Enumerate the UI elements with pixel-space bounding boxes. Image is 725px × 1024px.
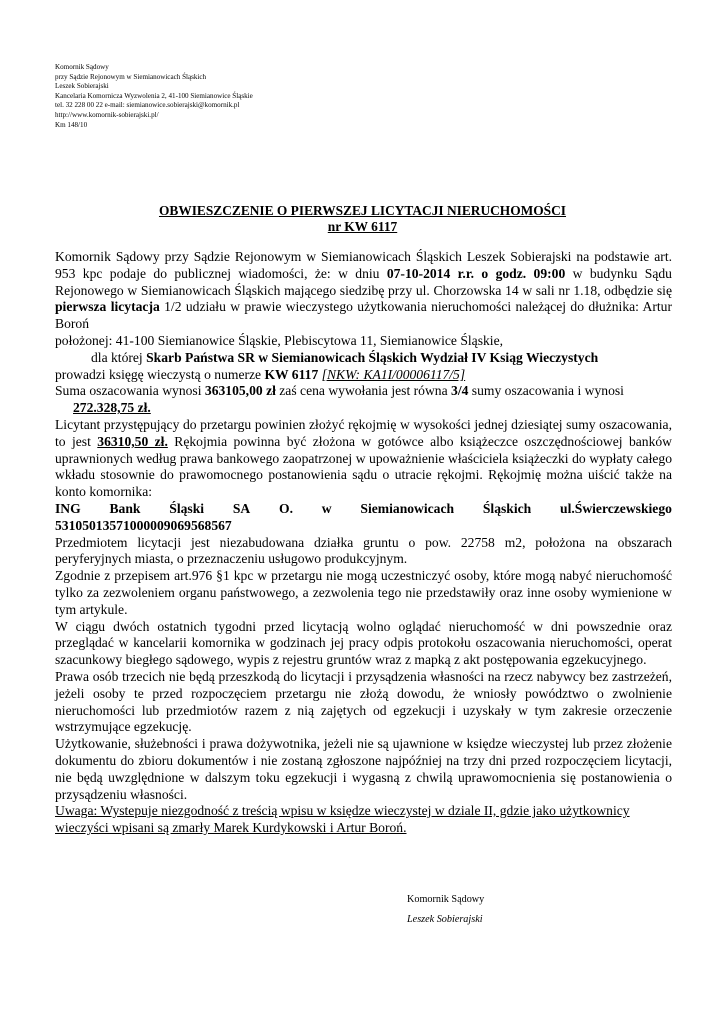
bank-word: ul.Świerczewskiego xyxy=(560,500,672,516)
registry-pre2: prowadzi księgę wieczystą o numerze xyxy=(55,366,265,382)
deposit-paragraph xyxy=(55,417,672,501)
bank-name-line xyxy=(55,501,672,518)
usage-rights-paragraph: Użytkowanie, służebności i prawa dożywotnika, jeżeli nie są ujawnione w księdze wieczystej lub przez złożenie dokumentu do zbioru dokumentów i nie zostaną zgłoszone najpóźniej na trzy dni przed rozpoczęciem licytacji, nie będą uwzględnione w dalszym toku egzekucji i wygasną z chwilą uprawomocnienia się postanowienia o przysądzeniu własności. xyxy=(55,736,672,802)
valuation-text-3: sumy oszacowania i wynosi xyxy=(468,383,624,399)
notice-body xyxy=(55,249,672,837)
bank-word: w xyxy=(321,500,332,516)
signature-role: Komornik Sądowy xyxy=(407,894,485,905)
bank-word: Śląski xyxy=(169,500,205,516)
kw-number: KW 6117 xyxy=(264,366,319,382)
signature-name: Leszek Sobierajski xyxy=(407,914,483,925)
valuation-text: Suma oszacowania wynosi xyxy=(55,383,205,399)
intro-text: Komornik Sądowy przy Sądzie Rejonowym w Siemianowicach Śląskich Leszek Sobierajski na podstawie art. 953 kpc podaje do publicznej wiadomości, że: w dniu xyxy=(55,249,672,281)
starting-price-line xyxy=(55,400,672,417)
bank-account-number: 53105013571000009069568567 xyxy=(55,517,232,533)
subject-paragraph: Przedmiotem licytacji jest niezabudowana działka gruntu o pow. 22758 m2, położona na obszarach peryferyjnych miasta, o przeznaczeniu usługowo produkcyjnym. xyxy=(55,534,672,567)
intro-text-2: w budynku Sądu Rejonowego w Siemianowicach Śląskich mającego siedzibę przy ul. Chorzowska 14 w sali nr 1.18, odbędzie się xyxy=(55,265,672,298)
valuation-line xyxy=(55,383,672,400)
bank-word: SA xyxy=(232,500,251,516)
intro-paragraph xyxy=(55,249,672,333)
header-line: Km 148/10 xyxy=(55,120,88,129)
nkw-number: [NKW: KA1I/00006117/5] xyxy=(321,366,466,382)
bailiff-header xyxy=(55,63,253,130)
bank-word: O. xyxy=(279,500,293,516)
intro-text-3: 1/2 udziału w prawie wieczystego użytkowania nieruchomości należącej do dłużnika: Artur Boroń xyxy=(55,299,672,332)
deposit-text-2: Rękojmia powinna być złożona w gotówce albo książeczce oszczędnościowej banków uprawnionych według prawa bankowego zaopatrzonej w upoważnienie właściciela książeczki do wypłaty całego wkładu stosownie do prawomocnego postanowienia sądu o utracie rękojmi. Rękojmię można uiścić także na konto komornika: xyxy=(55,433,672,500)
valuation-text-2: zaś cena wywołania jest równa xyxy=(275,383,452,399)
header-line: Leszek Sobierajski xyxy=(55,82,109,91)
art976-paragraph: Zgodnie z przepisem art.976 §1 kpc w przetargu nie mogą uczestniczyć osoby, które mogą nabyć nieruchomość tylko za zezwoleniem organu państwowego, a zezwolenia tego nie przedstawiły oraz inne osoby wymienione w tym artykule. xyxy=(55,568,672,617)
deposit-text: Licytant przystępujący do przetargu powinien złożyć rękojmię w wysokości jednej dziesiątej sumy oszacowania, to jest xyxy=(55,416,672,449)
header-line: tel. 32 228 00 22 e-mail: siemianowice.sobierajski@komornik.pl xyxy=(55,101,240,110)
deposit-amount: 36310,50 zł. xyxy=(97,433,168,449)
auction-type: pierwsza licytacja xyxy=(55,299,160,315)
notice-title: OBWIESZCZENIE O PIERWSZEJ LICYTACJI NIERUCHOMOŚCI xyxy=(158,203,567,218)
registry-court: Skarb Państwa SR w Siemianowicach Śląskich Wydział IV Ksiąg Wieczystych xyxy=(146,349,599,365)
header-line: http://www.komornik-sobierajski.pl/ xyxy=(55,110,159,119)
starting-price: 272.328,75 zł. xyxy=(73,400,151,416)
auction-date: 07-10-2014 r.r. o godz. 09:00 xyxy=(386,265,566,281)
valuation-ratio: 3/4 xyxy=(451,383,469,399)
valuation-sum: 363105,00 zł xyxy=(204,383,276,399)
bank-word: Bank xyxy=(109,500,141,516)
bank-word: Śląskich xyxy=(482,500,532,516)
property-location: położonej: 41-100 Siemianowice Śląskie, Plebiscytowa 11, Siemianowice Śląskie, xyxy=(55,332,504,348)
notice-number: nr KW 6117 xyxy=(327,219,398,234)
header-line: Kancelaria Komornicza Wyzwolenia 2, 41-100 Siemianowice Śląskie xyxy=(55,91,253,100)
third-party-paragraph: Prawa osób trzecich nie będą przeszkodą do licytacji i przysądzenia własności na rzecz nabywcy bez zastrzeżeń, jeżeli osoby te przed rozpoczęciem przetargu nie złożą dowodu, że wniosły powództwo o zwolnienie nieruchomości lub przedmiotów razem z nią zajętych od egzekucji i uzyskały w tym zakresie orzeczenie wstrzymujące egzekucję. xyxy=(55,668,672,735)
header-line: Komornik Sądowy xyxy=(55,63,109,71)
viewing-paragraph: W ciągu dwóch ostatnich tygodni przed licytacją wolno oglądać nieruchomość w dni powszednie oraz przeglądać w kancelarii komornika w godzinach jej pracy odpis protokołu oszacowania nieruchomości, operat szacunkowy biegłego sądowego, wypis z rejestru gruntów wraz z mapką z akt postępowania egzekucyjnego. xyxy=(55,618,672,668)
registry-court-line xyxy=(55,350,672,367)
note-paragraph: Uwaga: Wystepuje niezgodność z treścią wpisu w księdze wieczystej w dziale II, gdzie jako użytkownicy wieczyści wpisani są zmarły Marek Kurdykowski i Artur Boroń. xyxy=(55,803,630,836)
registry-pre: dla której xyxy=(91,349,147,365)
registry-number-line xyxy=(55,367,672,384)
bank-word: ING xyxy=(55,500,81,516)
bank-word: Siemianowicach xyxy=(360,500,455,516)
header-line: przy Sądzie Rejonowym w Siemianowicach Śląskich xyxy=(55,72,207,81)
